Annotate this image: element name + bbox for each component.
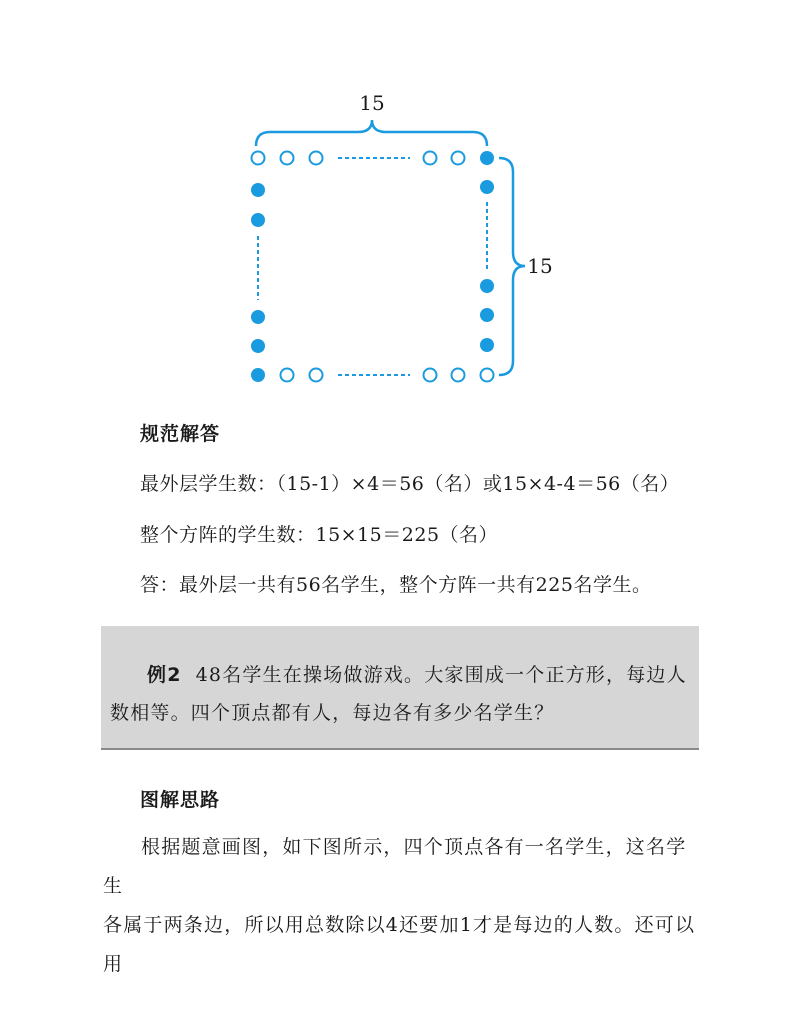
hollow-dot (452, 369, 465, 382)
solid-dot (480, 151, 494, 165)
thinking-paragraph (103, 828, 703, 984)
hollow-dot (281, 152, 294, 165)
hollow-dot (281, 369, 294, 382)
solid-dot (251, 339, 265, 353)
solid-dot (251, 310, 265, 324)
solution-answer: 答：最外层一共有56名学生，整个方阵一共有225名学生。 (140, 574, 652, 596)
example-line-2: 数相等。四个顶点都有人，每边各有多少名学生？ (110, 702, 555, 724)
solution-line-outer-count: 最外层学生数：（15-1）×4＝56（名）或15×4-4＝56（名） (140, 473, 680, 495)
solid-dot (480, 338, 494, 352)
hollow-dot (310, 369, 323, 382)
thinking-line-2: 各属于两条边，所以用总数除以4还要加1才是每边的人数。还可以用 (103, 914, 696, 975)
hollow-dot (252, 152, 265, 165)
hollow-dot (481, 369, 494, 382)
top-count-label: 15 (359, 91, 385, 115)
hollow-dot (424, 152, 437, 165)
solid-dot (251, 213, 265, 227)
solid-dot (251, 183, 265, 197)
solution-heading: 规范解答 (140, 423, 221, 445)
solid-dot (480, 308, 494, 322)
solid-dot (480, 279, 494, 293)
hollow-dot (424, 369, 437, 382)
solution-line-total-count: 整个方阵的学生数：15×15＝225（名） (140, 524, 499, 546)
top-brace (256, 120, 487, 146)
right-brace (499, 158, 525, 375)
square-array-diagram (0, 0, 800, 400)
example-label: 例2 (147, 664, 182, 686)
hollow-dot (310, 152, 323, 165)
side-count-label: 15 (527, 254, 553, 278)
example-line-1 (147, 660, 687, 687)
solid-dot (480, 180, 494, 194)
thinking-heading: 图解思路 (140, 789, 221, 811)
solid-dot (251, 368, 265, 382)
hollow-dot (452, 152, 465, 165)
example-box (101, 626, 699, 750)
example-text-1: 48名学生在操场做游戏。大家围成一个正方形，每边人 (195, 664, 687, 686)
thinking-line-1: 根据题意画图，如下图所示，四个顶点各有一名学生，这名学生 (103, 836, 687, 897)
